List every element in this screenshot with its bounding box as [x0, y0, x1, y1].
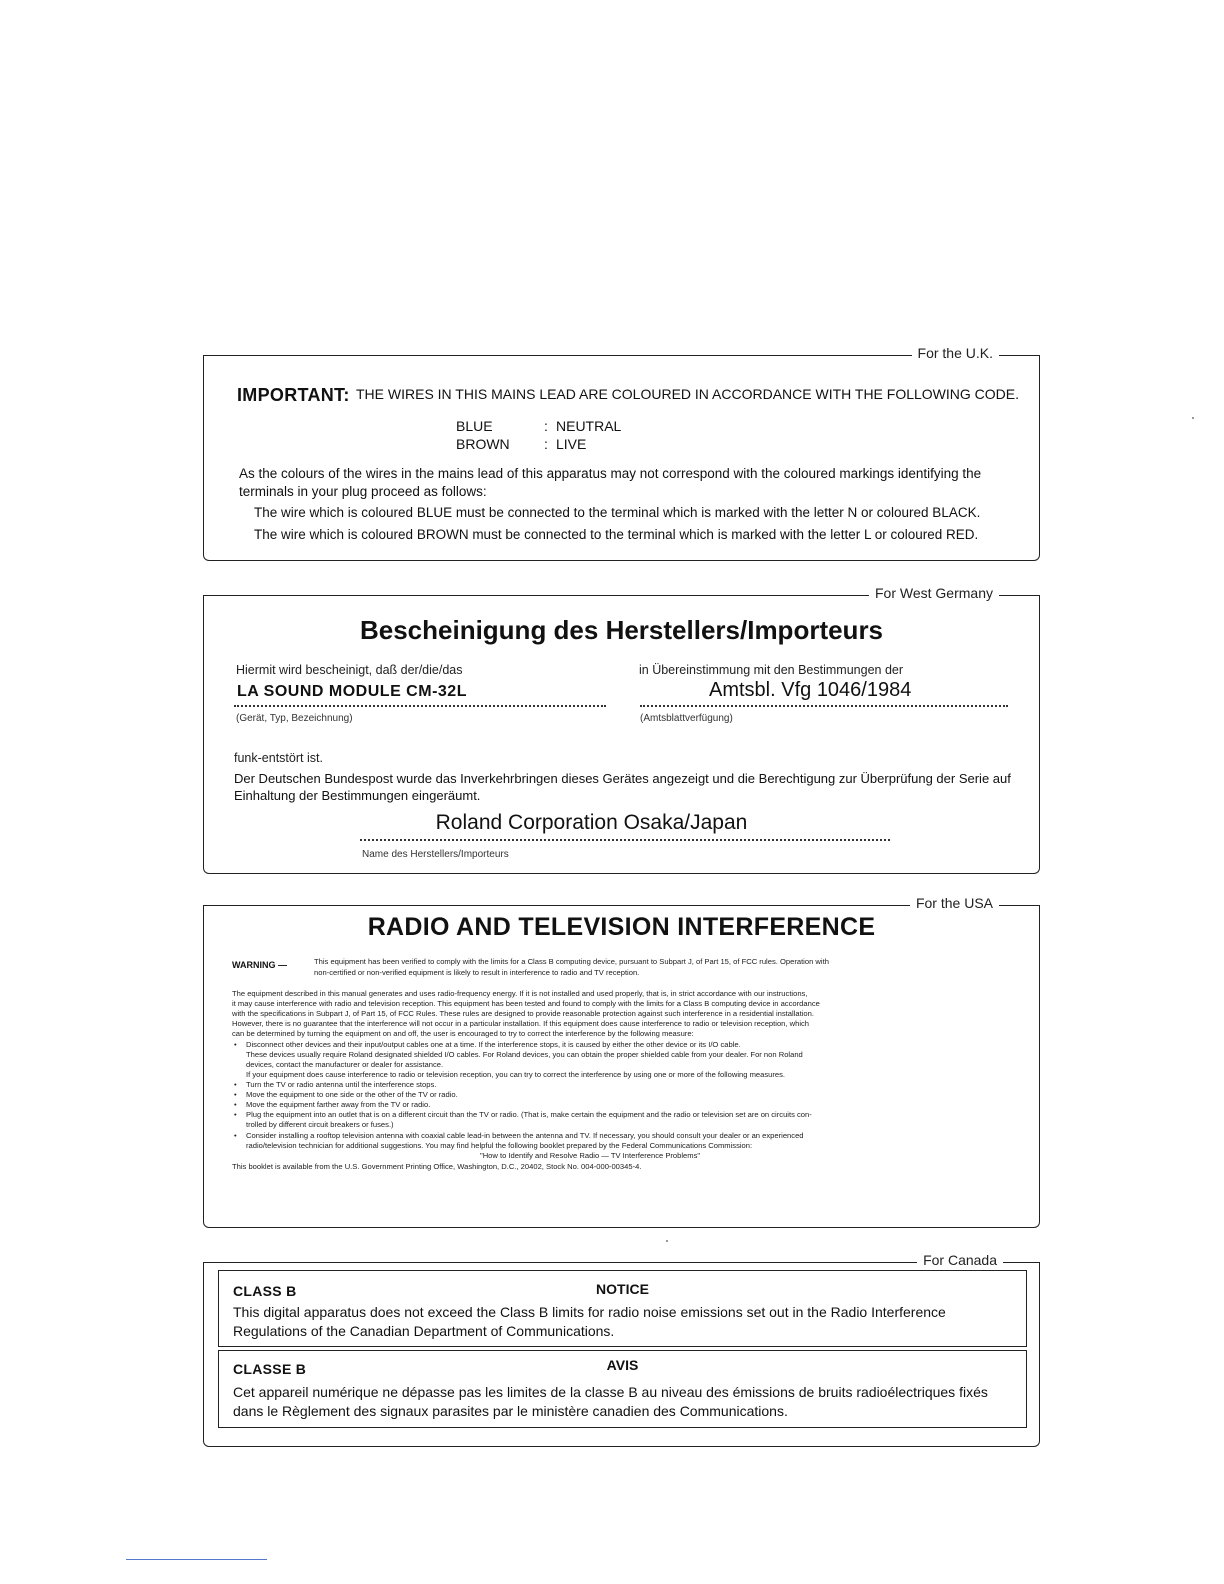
- wg-right-intro: in Übereinstimmung mit den Bestimmungen der: [639, 663, 904, 677]
- west-germany-notice-box: [203, 585, 1040, 874]
- usa-bullet-line: radio/television technician for additional suggestions. You may find helpful the following booklet prepared by the Federal Communications Commission:: [246, 1141, 753, 1150]
- usa-warning-line: non-certified or non-verified equipment is likely to result in interference to radio and TV reception.: [314, 968, 640, 977]
- wg-body: Der Deutschen Bundespost wurde das Inverkehrbringen dieses Gerätes angezeigt und die Berechtigung zur Überprüfung der Serie auf Einhaltung der Bestimmungen eingeräumt.: [234, 771, 1011, 803]
- usa-warning-line: This equipment has been verified to comply with the limits for a Class B computing device, pursuant to Subpart J, of Part 15, of FCC rules. Operation with: [314, 957, 829, 966]
- usa-body-line: with the specifications in Subpart J, of Part 15, of FCC Rules. These rules are designed to provide reasonable protection against such interference in a residential installation.: [232, 1009, 814, 1018]
- wire-meaning: LIVE: [556, 436, 587, 452]
- canada-notice-box: [203, 1252, 1040, 1447]
- usa-body-line: can be determined by turning the equipment on and off, the user is encouraged to try to correct the interference by the following measure:: [232, 1029, 694, 1038]
- canada-class-label: CLASS B: [233, 1283, 297, 1299]
- footer-rule: [126, 1559, 267, 1560]
- wg-manufacturer-caption: Name des Herstellers/Importeurs: [362, 849, 509, 860]
- wg-model-name: LA SOUND MODULE CM-32L: [237, 683, 467, 700]
- wire-color: BLUE: [456, 418, 493, 434]
- wg-region-tag: For West Germany: [869, 584, 999, 602]
- wg-amtsbl-dotted-line: [640, 705, 1008, 707]
- usa-body-line: However, there is no guarantee that the interference will not occur in a particular installation. If this equipment does cause interference to radio or television reception, which: [232, 1019, 810, 1028]
- usa-bullet-line: trolled by different circuit breakers or fuses.): [246, 1120, 394, 1129]
- usa-body-line: it may cause interference with radio and television reception. This equipment has been tested and found to comply with the limits for a Class B computing device in accordance: [232, 999, 820, 1008]
- wire-sep: :: [544, 436, 548, 452]
- usa-bullet-plug: • Plug the equipment into an outlet that is on a different circuit than the TV or radio. (That is, make certain the equipment and the radio or television set are on circuits con-: [246, 1110, 812, 1120]
- usa-title: RADIO AND TELEVISION INTERFERENCE: [367, 913, 876, 941]
- usa-bullet-antenna: • Consider installing a rooftop television antenna with coaxial cable lead-in between the antenna and TV. If necessary, you should consult your dealer or an experienced: [246, 1131, 804, 1141]
- canada-region-tag: For Canada: [917, 1251, 1003, 1269]
- wg-right-caption: (Amtsblattverfügung): [640, 713, 733, 724]
- usa-notice-box: [203, 895, 1040, 1228]
- important-text: THE WIRES IN THIS MAINS LEAD ARE COLOURED IN ACCORDANCE WITH THE FOLLOWING CODE.: [356, 386, 1020, 402]
- canada-french-panel: [218, 1350, 1027, 1428]
- wg-left-caption: (Gerät, Typ, Bezeichnung): [236, 713, 353, 724]
- wg-title: Bescheinigung des Herstellers/Importeurs: [359, 615, 884, 645]
- usa-booklet-title: "How to Identify and Resolve Radio — TV Interference Problems": [480, 1151, 701, 1160]
- uk-blue-wire-line: The wire which is coloured BLUE must be connected to the terminal which is marked with the letter N or coloured BLACK.: [254, 505, 981, 520]
- uk-notice-box: [203, 345, 1040, 561]
- usa-booklet-source: This booklet is available from the U.S. Government Printing Office, Washington, D.C., 20402, Stock No. 004-000-00345-4.: [232, 1162, 642, 1171]
- usa-warning-label: WARNING —: [232, 960, 287, 970]
- usa-bullet-line: These devices usually require Roland designated shielded I/O cables. For Roland devices, you can obtain the proper shielded cable from your dealer. For non Roland: [246, 1050, 803, 1059]
- usa-bullet: • Move the equipment to one side or the other of the TV or radio.: [246, 1090, 458, 1100]
- canada-english-text: This digital apparatus does not exceed the Class B limits for radio noise emissions set out in the Radio Interference Regulations of the Canadian Department of Communications.: [233, 1304, 946, 1339]
- usa-measures-intro: If your equipment does cause interference to radio or television reception, you can try to correct the interference by using one or more of the following measures.: [246, 1070, 786, 1079]
- wg-manufacturer: Roland Corporation Osaka/Japan: [435, 811, 748, 834]
- wire-row-brown: [456, 436, 587, 452]
- scan-speck: [1192, 417, 1194, 419]
- uk-instruction-paragraph: As the colours of the wires in the mains lead of this apparatus may not correspond with the coloured markings identifying the terminals in your plug proceed as follows:: [239, 466, 982, 499]
- wire-meaning: NEUTRAL: [556, 418, 622, 434]
- usa-bullet: • Move the equipment farther away from the TV or radio.: [246, 1100, 430, 1110]
- wg-model-dotted-line: [234, 705, 606, 707]
- wire-sep: :: [544, 418, 548, 434]
- canada-avis-header: AVIS: [606, 1357, 639, 1373]
- wire-row-blue: [456, 418, 622, 434]
- canada-english-panel: [218, 1270, 1027, 1347]
- usa-body-line: The equipment described in this manual generates and uses radio-frequency energy. If it is not installed and used properly, that is, in strict accordance with our instructions,: [232, 989, 808, 998]
- wire-color: BROWN: [456, 436, 510, 452]
- scan-speck: [666, 1240, 668, 1242]
- uk-region-tag: For the U.K.: [912, 344, 999, 362]
- usa-region-tag: For the USA: [910, 894, 999, 912]
- wg-funk: funk-entstört ist.: [234, 751, 323, 765]
- wg-manufacturer-dotted-line: [360, 839, 890, 841]
- usa-bullet: • Turn the TV or radio antenna until the interference stops.: [246, 1080, 436, 1090]
- wg-left-intro: Hiermit wird bescheinigt, daß der/die/das: [236, 663, 463, 677]
- canada-notice-header: NOTICE: [596, 1281, 649, 1297]
- canada-classe-label: CLASSE B: [233, 1361, 307, 1377]
- wg-amtsbl: Amtsbl. Vfg 1046/1984: [709, 679, 912, 701]
- canada-french-text: Cet appareil numérique ne dépasse pas les limites de la classe B au niveau des émissions de bruits radioélectriques fixés dans le Règlement des signaux parasites par le ministère canadien des Communications.: [233, 1384, 988, 1419]
- canada-top-rule: [204, 1262, 1039, 1263]
- important-label: IMPORTANT:: [237, 385, 350, 405]
- usa-bullet-line: devices, contact the manufacturer or dealer for assistance.: [246, 1060, 444, 1069]
- usa-bullet-disconnect: • Disconnect other devices and their input/output cables one at a time. If the interference stops, it is caused by either the other device or its I/O cable.: [246, 1040, 741, 1050]
- uk-brown-wire-line: The wire which is coloured BROWN must be connected to the terminal which is marked with the letter L or coloured RED.: [254, 527, 979, 542]
